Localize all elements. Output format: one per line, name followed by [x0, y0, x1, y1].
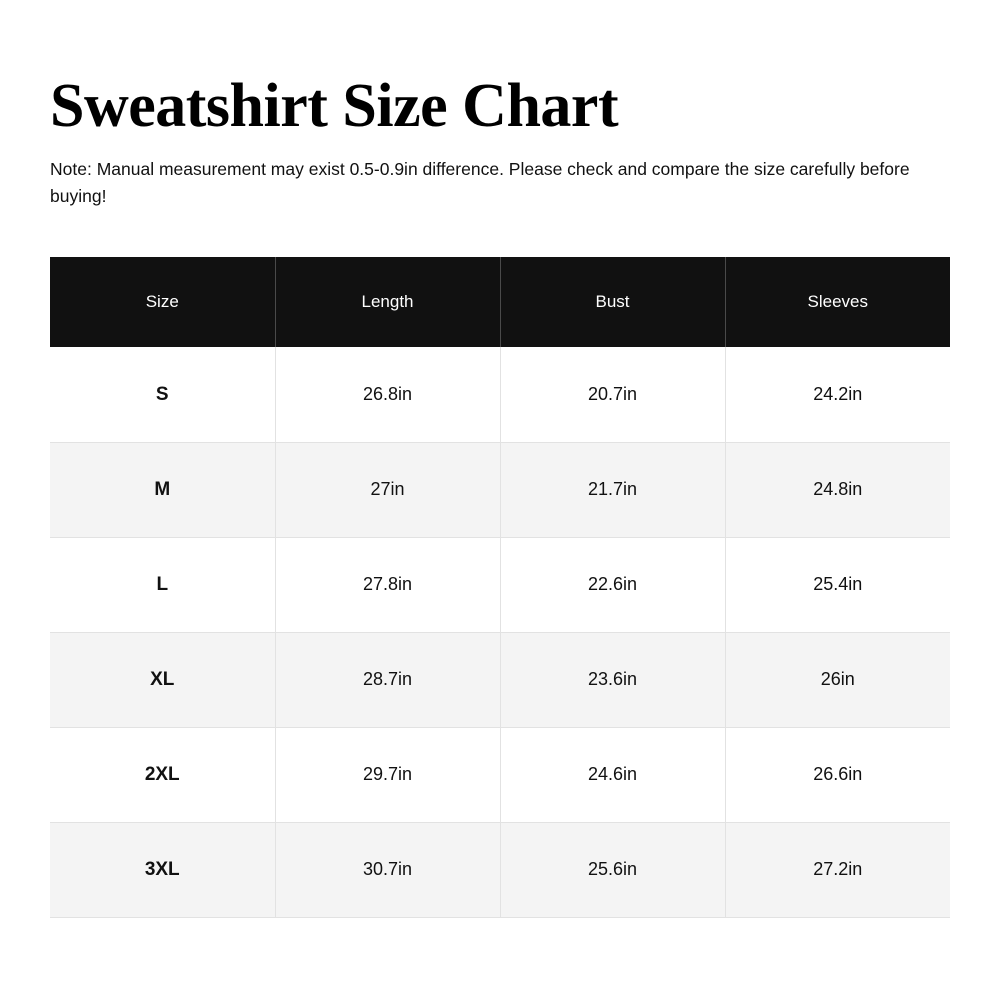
- table-row: [50, 347, 950, 442]
- size-chart-table: [50, 257, 950, 918]
- page-title: Sweatshirt Size Chart: [50, 72, 619, 140]
- cell-bust: 23.6in: [500, 632, 725, 727]
- cell-sleeves: 27.2in: [725, 822, 950, 917]
- table-header-row: [50, 257, 950, 347]
- table-row: [50, 632, 950, 727]
- table-row: [50, 537, 950, 632]
- measurement-note: Note: Manual measurement may exist 0.5-0.9in difference. Please check and compare the size carefully before buying!: [50, 159, 910, 207]
- cell-bust: 20.7in: [500, 347, 725, 442]
- cell-size: M: [50, 442, 275, 537]
- cell-length: 26.8in: [275, 347, 500, 442]
- cell-length: 29.7in: [275, 727, 500, 822]
- cell-size: L: [50, 537, 275, 632]
- cell-sleeves: 26.6in: [725, 727, 950, 822]
- column-header-sleeves: Sleeves: [725, 257, 950, 347]
- cell-size: 2XL: [50, 727, 275, 822]
- cell-bust: 22.6in: [500, 537, 725, 632]
- cell-bust: 21.7in: [500, 442, 725, 537]
- cell-bust: 25.6in: [500, 822, 725, 917]
- table-row: [50, 822, 950, 917]
- cell-size: S: [50, 347, 275, 442]
- table-header: [50, 257, 950, 347]
- cell-length: 28.7in: [275, 632, 500, 727]
- cell-length: 30.7in: [275, 822, 500, 917]
- cell-bust: 24.6in: [500, 727, 725, 822]
- cell-size: 3XL: [50, 822, 275, 917]
- column-header-length: Length: [275, 257, 500, 347]
- cell-sleeves: 26in: [725, 632, 950, 727]
- cell-sleeves: 24.2in: [725, 347, 950, 442]
- cell-length: 27in: [275, 442, 500, 537]
- cell-length: 27.8in: [275, 537, 500, 632]
- table-row: [50, 727, 950, 822]
- column-header-bust: Bust: [500, 257, 725, 347]
- cell-sleeves: 24.8in: [725, 442, 950, 537]
- cell-sleeves: 25.4in: [725, 537, 950, 632]
- column-header-size: Size: [50, 257, 275, 347]
- cell-size: XL: [50, 632, 275, 727]
- table-row: [50, 442, 950, 537]
- table-body: [50, 347, 950, 917]
